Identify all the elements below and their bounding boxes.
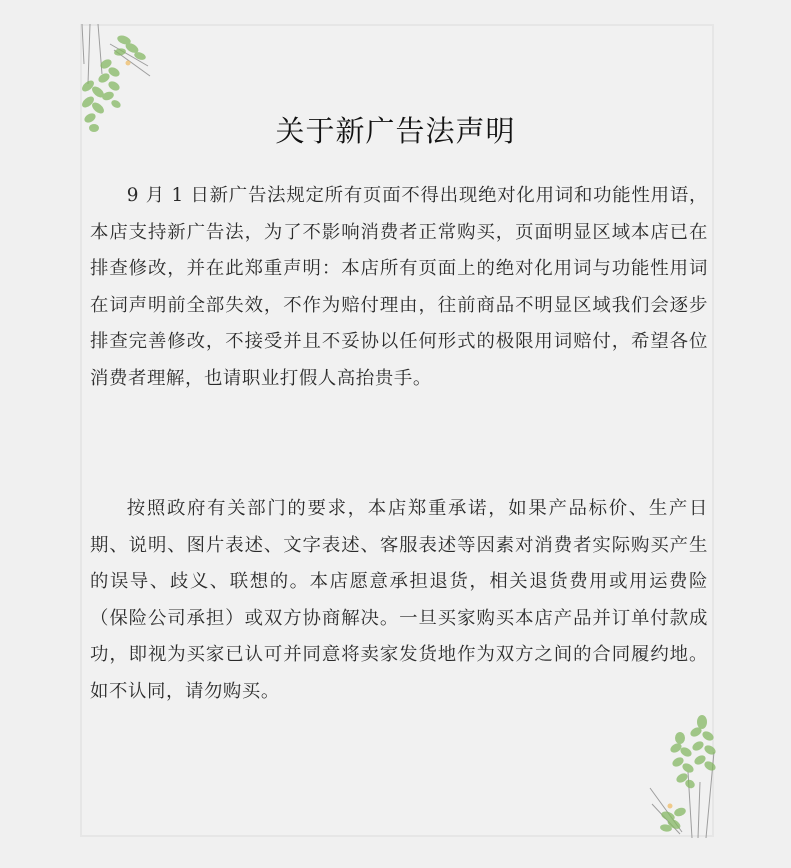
statement-paragraph-1: 9 月 1 日新广告法规定所有页面不得出现绝对化用词和功能性用语，本店支持新广告法，为了不影响消费者正常购买，页面明显区域本店已在排查修改，并在此郑重声明：本店所有页面上的绝对化用词与功能性用词在词声明前全部失效，不作为赔付理由，往前商品不明显区域我们会逐步排查完善修改，不接受并且不妥协以任何形式的极限用词赔付，希望各位消费者理解，也请职业打假人高抬贵手。 — [90, 185, 708, 389]
leaf-branch-icon — [640, 712, 720, 838]
statement-paragraph-2: 按照政府有关部门的要求，本店郑重承诺，如果产品标价、生产日期、说明、图片表述、文字表述、客服表述等因素对消费者实际购买产生的误导、歧义、联想的。本店愿意承担退货，相关退货费用或用运费险（保险公司承担）或双方协商解决。一旦买家购买本店产品并订单付款成功，即视为买家已认可并同意将卖家发货地作为双方之间的合同履约地。如不认同，请勿购买。 — [90, 498, 708, 702]
page-title: 关于新广告法声明 — [275, 114, 516, 148]
